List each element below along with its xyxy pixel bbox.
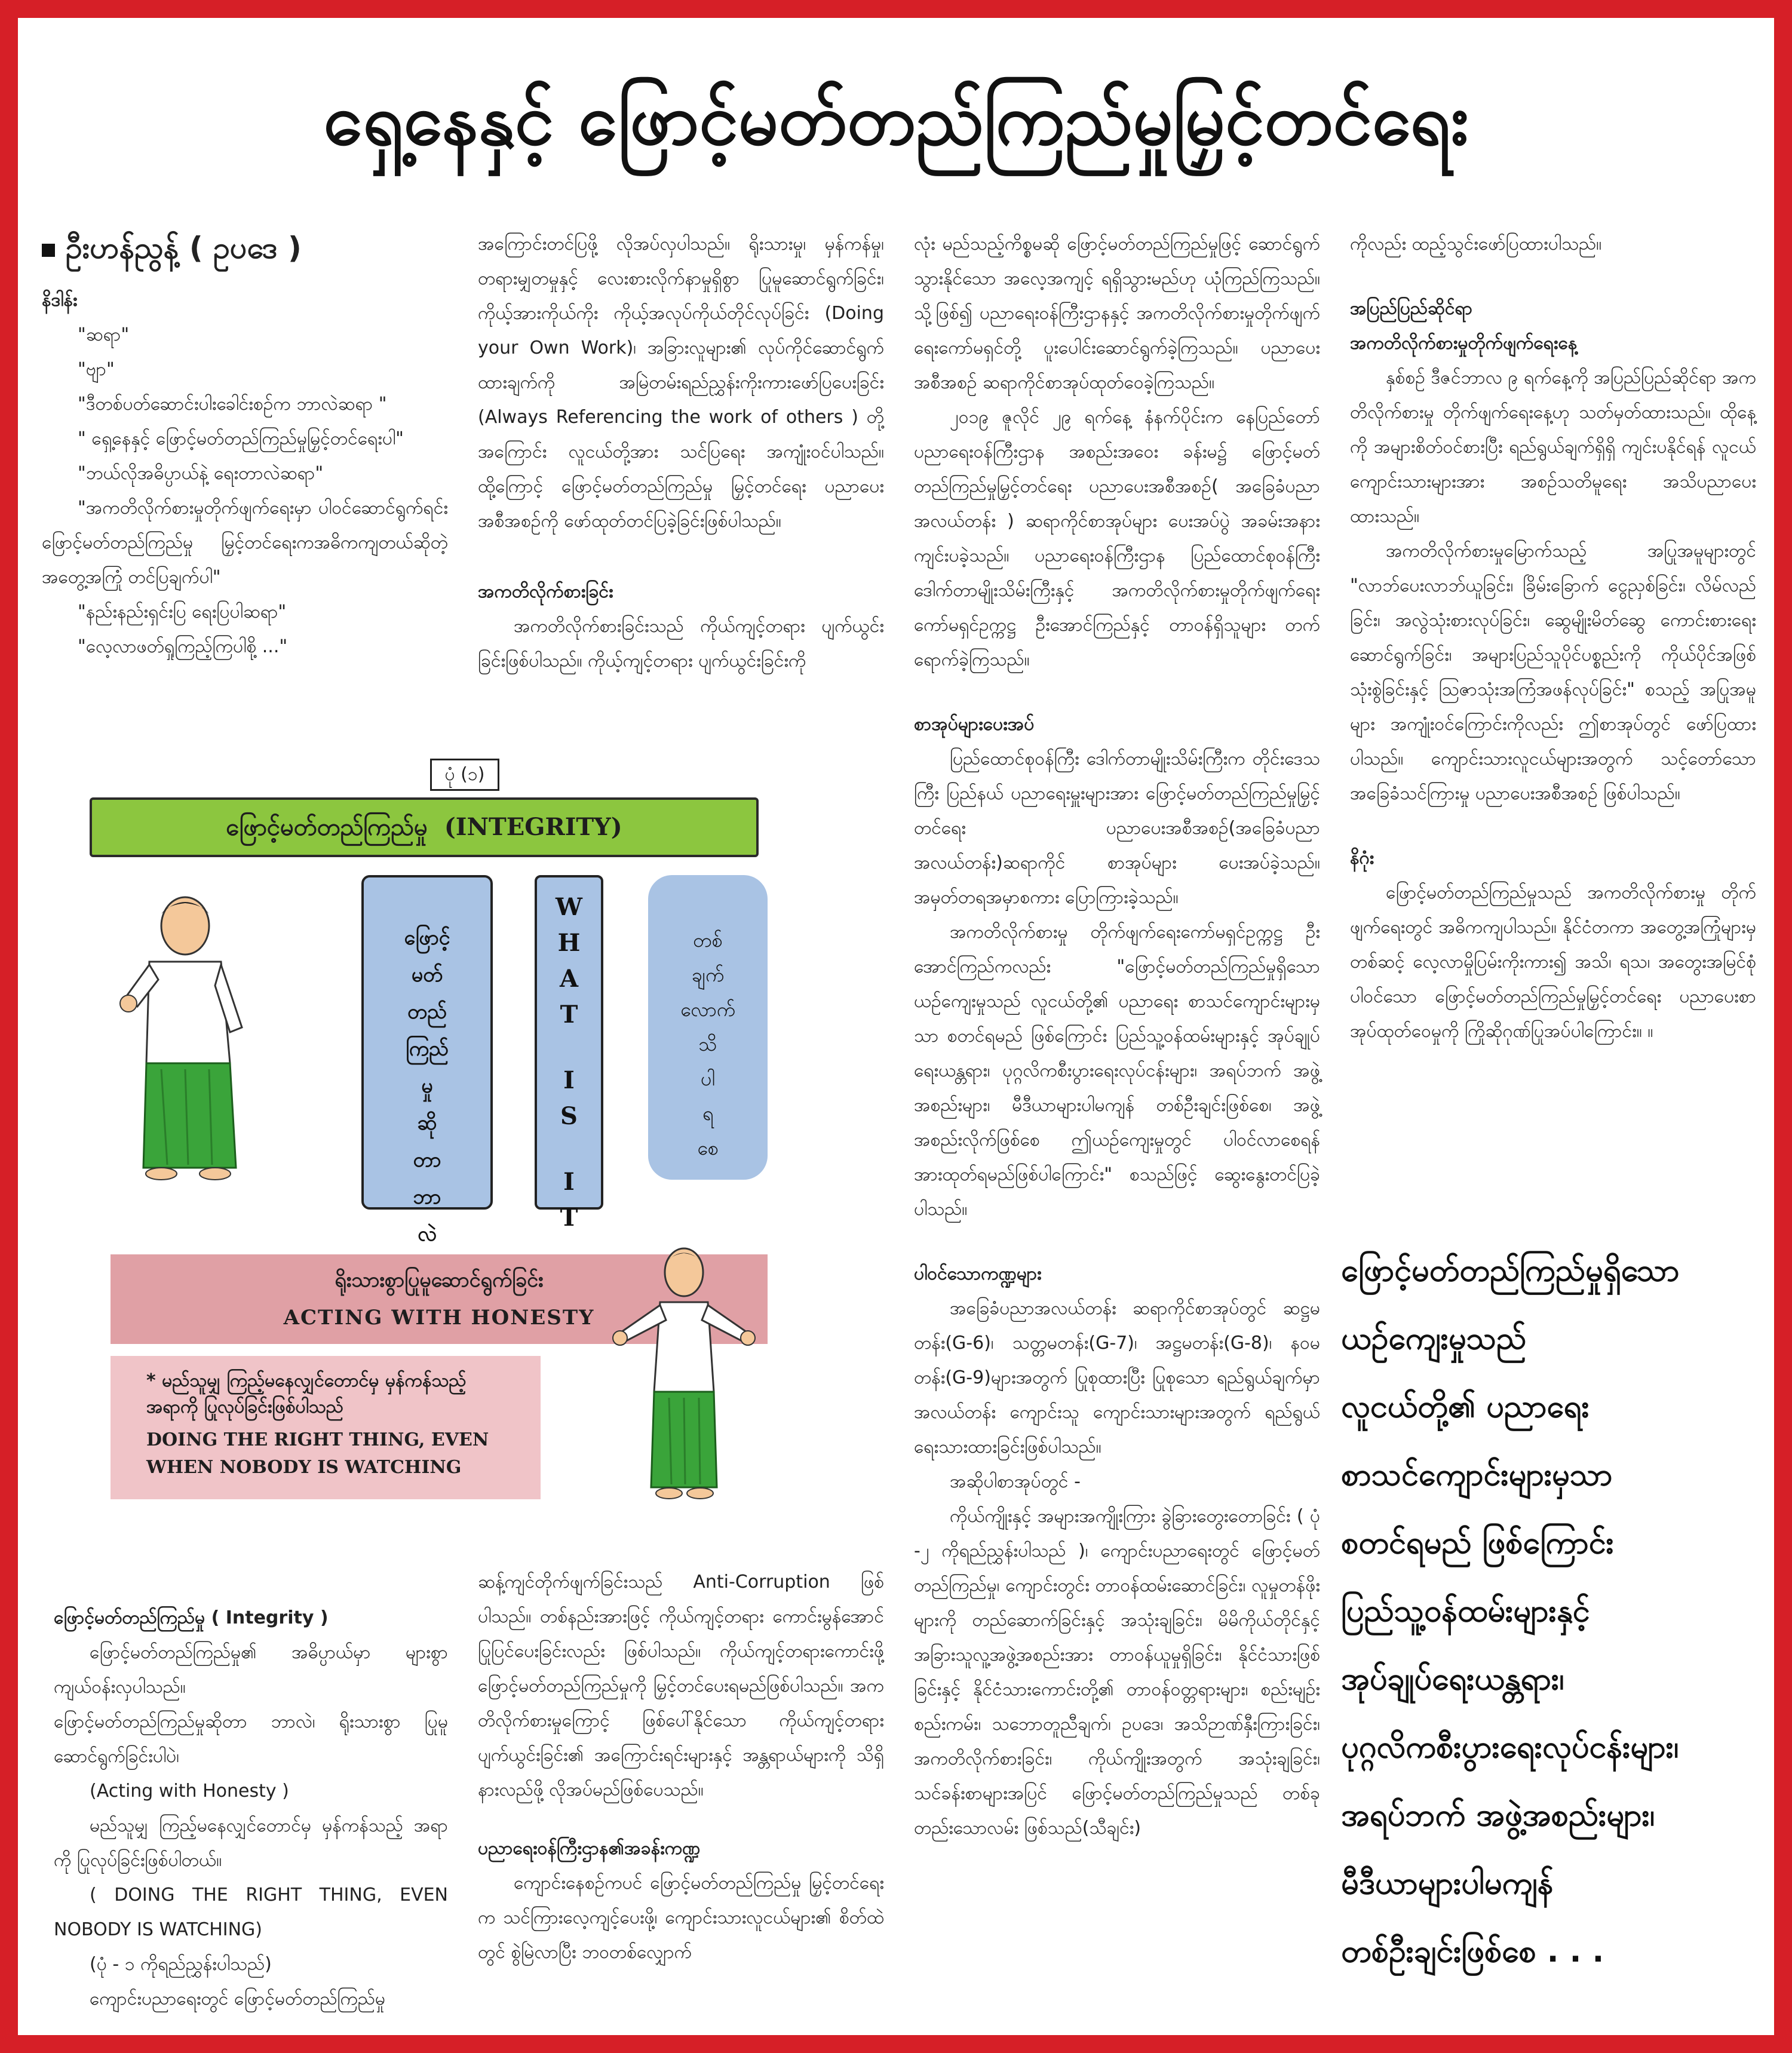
- section-heading: စာအုပ်များပေးအပ်: [914, 714, 1035, 735]
- paragraph: အကတိလိုက်စားမှုမြောက်သည့် အပြုအမူများတွင် "လာဘ်ပေးလာဘ်ယူခြင်း၊ ခြိမ်းခြောက် ငွေညှစ်ခြင်း၊ လိမ်လည်ခြင်း၊ အလွဲသုံးစားလုပ်ခြင်း၊ ဆွေမျိုးမိတ်ဆွေ ကောင်းစားရေး ဆောင်ရွက်ခြင်း၊ အများပြည်သူပိုင်ပစ္စည်းကို ကိုယ်ပိုင်အဖြစ် သုံးစွဲခြင်းနှင့် ဩဇာသုံးအကြံအဖန်လုပ်ခြင်း" စသည့် အပြုအမူများ အကျုံးဝင်ကြောင်းကိုလည်း ဤစာအုပ်တွင် ဖော်ပြထားပါသည်။ ကျောင်းသားလူငယ်များအတွက် သင့်တော်သော အခြေခံသင်ကြားမှု ပညာပေးအစီအစဉ် ဖြစ်ပါသည်။: [1350, 541, 1756, 804]
- integrity-figure: [90, 759, 848, 1517]
- column-1-top: [42, 227, 448, 664]
- dialogue-line: "ဆရာ": [78, 324, 130, 345]
- author: ဦးဟန်ညွန့် ( ဥပဒေ ): [66, 231, 302, 265]
- quote-line: ဖြောင့်မတ်တည်ကြည်မှုရှိသော: [1341, 1253, 1680, 1288]
- section-heading: နိဂုံး: [1350, 848, 1374, 869]
- box-a-line: မှု: [421, 1074, 433, 1098]
- box-a-line: ဖြောင့်: [404, 926, 450, 950]
- paragraph: ၂၀၁၉ ဇူလိုင် ၂၉ ရက်နေ့ နံနက်ပိုင်းက နေပြည်တော် ပညာရေးဝန်ကြီးဌာန အစည်းအဝေး ခန်းမ၌ ဖြောင့်မတ်တည်ကြည်မှုမြှင့်တင်ရေး ပညာပေးအစီအစဉ်( အခြေခံပညာအလယ်တန်း ) ဆရာကိုင်စာအုပ်များ ပေးအပ်ပွဲ အခမ်းအနား ကျင်းပခဲ့သည်။ ပညာရေးဝန်ကြီးဌာန ပြည်ထောင်စုဝန်ကြီး ဒေါက်တာမျိုးသိမ်းကြီးနှင့် အကတိလိုက်စားမှုတိုက်ဖျက်ရေးကော်မရှင်ဥက္ကဋ္ဌ ဦးအောင်ကြည်နှင့် တာဝန်ရှိသူများ တက်ရောက်ခဲ့ကြသည်။: [914, 407, 1320, 670]
- paragraph: ဆန့်ကျင်တိုက်ဖျက်ခြင်းသည် Anti-Corruption ဖြစ်ပါသည်။ တစ်နည်းအားဖြင့် ကိုယ်ကျင့်တရား ကောင်းမွန်အောင်ပြုပြင်ပေးခြင်းလည်း ဖြစ်ပါသည်။ ကိုယ်ကျင့်တရားကောင်းဖို့ ဖြောင့်မတ်တည်ကြည်မှုကို မြှင့်တင်ပေးရမည်ဖြစ်ပါသည်။ အကတိလိုက်စားမှုကြောင့် ဖြစ်ပေါ်နိုင်သော ကိုယ်ကျင့်တရားပျက်ယွင်းခြင်း၏ အကြောင်းရင်းများနှင့် အန္တရာယ်များကို သိရှိနားလည်ဖို့ လိုအပ်မည်ဖြစ်ပေသည်။: [478, 1572, 884, 1800]
- column-2-bottom: [478, 1565, 884, 1970]
- quote-line: ပြည်သူ့ဝန်ထမ်းများနှင့်: [1341, 1593, 1590, 1629]
- paragraph: ကျောင်းပညာရေးတွင် ဖြောင့်မတ်တည်ကြည်မှု: [90, 1988, 386, 2009]
- box-c-line: ချက်: [691, 963, 725, 986]
- box-a-line: ကြည်: [406, 1037, 449, 1061]
- paragraph: အဆိုပါစာအုပ်တွင် -: [950, 1471, 1081, 1492]
- quote-line: မီဒီယာများပါမကျန်: [1341, 1865, 1554, 1901]
- box-c-line: စေ: [697, 1137, 719, 1159]
- column-4: [1350, 227, 1756, 1049]
- doing-myanmar: * မည်သူမျှ ကြည့်မနေလျှင်တောင်မှ မှန်ကန်သည့် အရာကို ပြုလုပ်ခြင်းဖြစ်ပါသည်: [146, 1370, 467, 1417]
- box-b-letter: H: [557, 929, 581, 957]
- paragraph: ပြည်ထောင်စုဝန်ကြီး ဒေါက်တာမျိုးသိမ်းကြီးက တိုင်းဒေသကြီး ပြည်နယ် ပညာရေးမှူးများအား ဖြောင့်မတ်တည်ကြည်မှုမြှင့်တင်ရေး ပညာပေးအစီအစဉ်(အခြေခံပညာအလယ်တန်း)ဆရာကိုင် စာအုပ်များ ပေးအပ်ခဲ့သည်။ အမှတ်တရအမှာစကား ပြောကြားခဲ့သည်။: [914, 748, 1320, 908]
- quote-line: လူငယ်တို့၏ ပညာရေး: [1341, 1389, 1590, 1425]
- byline: [42, 227, 448, 269]
- section-heading: အကတိလိုက်စားခြင်း: [478, 581, 613, 602]
- dialogue-line: " ရှေ့နေနှင့် ဖြောင့်မတ်တည်ကြည်မှုမြှင့်တင်ရေးပါ": [78, 428, 404, 449]
- banner-english: (INTEGRITY): [444, 813, 622, 841]
- paragraph: (Acting with Honesty ): [90, 1781, 289, 1802]
- box-c-line: တစ်: [693, 929, 723, 952]
- column-3: [914, 227, 1320, 1846]
- paragraph: ဖြောင့်မတ်တည်ကြည်မှု၏ အဓိပ္ပာယ်မှာ များစွာကျယ်ဝန်းလှပါသည်။: [54, 1642, 448, 1698]
- dialogue-line: "လေ့လာဖတ်ရှုကြည့်ကြပါစို့ ...": [78, 636, 288, 657]
- section-heading: ပညာရေးဝန်ကြီးဌာန၏အခန်းကဏ္ဍ: [478, 1838, 701, 1859]
- paragraph: ကျောင်းနေစဉ်ကပင် ဖြောင့်မတ်တည်ကြည်မှု မြှင့်တင်ရေးက သင်ကြားလေ့ကျင့်ပေးဖို့၊ ကျောင်းသားလူငယ်များ၏ စိတ်ထဲတွင် စွဲမြဲလာပြီး ဘဝတစ်လျှောက်: [478, 1873, 884, 1963]
- student-figure-right: [609, 1242, 759, 1505]
- box-b-letter: T: [560, 1204, 578, 1232]
- quote-line: အုပ်ချုပ်ရေးယန္တရား၊: [1341, 1661, 1564, 1697]
- paragraph: နှစ်စဉ် ဒီဇင်ဘာလ ၉ ရက်နေ့ကို အပြည်ပြည်ဆိုင်ရာ အကတိလိုက်စားမှု တိုက်ဖျက်ရေးနေ့ဟု သတ်မှတ်ထားသည်။ ထိုနေ့ကို အများစိတ်ဝင်စားပြီး ရည်ရွယ်ချက်ရှိရှိ ကျင်းပနိုင်ရန် လူငယ်ကျောင်းသားများအား အစဉ်သတိမူရေး အသိပညာပေးထားသည်။: [1350, 367, 1756, 527]
- doing-english: DOING THE RIGHT THING, EVEN WHEN NOBODY IS WATCHING: [146, 1429, 489, 1478]
- box-a-line: လဲ: [418, 1222, 437, 1246]
- column-1-bottom: [54, 1601, 448, 2017]
- acting-english: ACTING WITH HONESTY: [283, 1306, 595, 1330]
- box-b-letter: W: [556, 893, 582, 921]
- bullet-icon: [42, 244, 55, 257]
- section-heading: အပြည်ပြည်ဆိုင်ရာ: [1350, 298, 1473, 319]
- quote-line: တစ်ဦးချင်းဖြစ်စေ . . .: [1341, 1934, 1604, 1969]
- box-c-line: ရ: [702, 1102, 714, 1125]
- box-a-line: ဆို: [417, 1111, 437, 1135]
- paragraph: အကတိလိုက်စားခြင်းသည် ကိုယ်ကျင့်တရား ပျက်ယွင်းခြင်းဖြစ်ပါသည်။ ကိုယ့်ကျင့်တရား ပျက်ယွင်းခြင်းကို: [478, 616, 884, 671]
- dialogue-line: "နည်းနည်းရှင်းပြ ရေးပြပါဆရာ": [78, 602, 287, 622]
- paragraph: ကိုလည်း ထည့်သွင်းဖော်ပြထားပါသည်။: [1350, 234, 1602, 254]
- section-heading: ပါဝင်သောကဏ္ဍများ: [914, 1263, 1042, 1284]
- paragraph: မည်သူမျှ ကြည့်မနေလျှင်တောင်မှ မှန်ကန်သည့် အရာကို ပြုလုပ်ခြင်းဖြစ်ပါတယ်။: [54, 1815, 448, 1871]
- box-b-letter: T: [560, 1001, 578, 1029]
- acting-myanmar: ရိုးသားစွာပြုမူဆောင်ရွက်ခြင်း: [335, 1268, 544, 1292]
- quote-line: စတင်ရမည် ဖြစ်ကြောင်း: [1341, 1525, 1614, 1561]
- dialogue-line: "ဒီတစ်ပတ်ဆောင်းပါးခေါင်းစဉ်က ဘာလဲဆရာ ": [78, 394, 387, 415]
- article-title: ရှေ့နေနှင့် ဖြောင့်မတ်တည်ကြည်မှုမြှင့်တင်ရေး: [323, 78, 1469, 161]
- box-b-letter: A: [559, 965, 579, 993]
- paragraph: ဖြောင့်မတ်တည်ကြည်မှုသည် အကတိလိုက်စားမှု တိုက်ဖျက်ရေးတွင် အဓိကကျပါသည်။ နိုင်ငံတကာ အတွေ့အကြုံများမှတစ်ဆင့် လေ့လာမှိုပြမ်းကိုးကား၍ အသိ၊ ရသ၊ အတွေးအမြင်စုံပါဝင်သော ဖြောင့်မတ်တည်ကြည်မှုမြှင့်တင်ရေး ပညာပေးစာအုပ်ထုတ်ဝေမှုကို ကြိုဆိုဂုဏ်ပြုအပ်ပါကြောင်း။ ။: [1350, 882, 1756, 1042]
- box-a-line: မတ်: [411, 963, 443, 987]
- doing-right-thing-panel: [111, 1356, 541, 1499]
- section-heading: ဖြောင့်မတ်တည်ကြည်မှု ( Integrity ): [54, 1607, 329, 1628]
- box-a-line: တာ: [413, 1148, 441, 1172]
- quote-line: အရပ်ဘက် အဖွဲ့အစည်းများ၊: [1341, 1797, 1655, 1833]
- paragraph: လုံး မည်သည့်ကိစ္စမဆို ဖြောင့်မတ်တည်ကြည်မှုဖြင့် ဆောင်ရွက်သွားနိုင်သော အလေ့အကျင့် ရရှိသွားမည်ဟု ယုံကြည်ကြသည်။ သို့ဖြစ်၍ ပညာရေးဝန်ကြီးဌာနနှင့် အကတိလိုက်စားမှုတိုက်ဖျက်ရေးကော်မရှင်တို့ ပူးပေါင်းဆောင်ရွက်ခဲ့ကြသည်။ ပညာပေး အစီအစဉ် ဆရာကိုင်စာအုပ်ထုတ်ဝေခဲ့ကြသည်။: [914, 234, 1320, 393]
- box-a-line: တည်: [407, 1000, 447, 1024]
- paragraph: ကိုယ်ကျိုးနှင့် အများအကျိုးကြား ခွဲခြားတွေးတောခြင်း ( ပုံ -၂ ကိုရည်ညွှန်းပါသည် )၊ ကျောင်းပညာရေးတွင် ဖြောင့်မတ်တည်ကြည်မှု၊ ကျောင်းတွင်း တာဝန်ထမ်းဆောင်ခြင်း၊ လူမှုတန်ဖိုးများကို တည်ဆောက်ခြင်းနှင့် အသုံးချခြင်း၊ မိမိကိုယ်တိုင်နှင့် အခြားသူလူ့အဖွဲ့အစည်းအား တာဝန်ယူမှုရှိခြင်း၊ နိုင်ငံသားဖြစ်ခြင်းနှင့် နိုင်ငံသားကောင်းတို့၏ တာဝန်ဝတ္တရားများ၊ စည်းမျဉ်းစည်းကမ်း၊ သဘောတူညီချက်၊ ဥပဒေ၊ အသိဉာဏ်နှီးကြားခြင်း၊ အကတိလိုက်စားခြင်း၊ ကိုယ်ကျိုးအတွက် အသုံးချခြင်း၊ သင်ခန်းစာများအပြင် ဖြောင့်မတ်တည်ကြည်မှုသည် တစ်ခုတည်းသောလမ်း ဖြစ်သည်(သီချင်း): [914, 1506, 1320, 1839]
- dialogue-line: "အကတိလိုက်စားမှုတိုက်ဖျက်ရေးမှာ ပါဝင်ဆောင်ရွက်ရင်း ဖြောင့်မတ်တည်ကြည်မှု မြှင့်တင်ရေးကအဓိကကျတယ်ဆိုတဲ့ အတွေ့အကြုံ တင်ပြချက်ပါ": [42, 498, 448, 588]
- box-c-line: ပါ: [701, 1067, 715, 1090]
- student-figure-left: [113, 890, 263, 1189]
- section-heading: နိဒါန်း: [42, 290, 78, 311]
- paragraph: ဖြောင့်မတ်တည်ကြည်မှုဆိုတာ ဘာလဲ၊ ရိုးသားစွာ ပြုမူဆောင်ရွက်ခြင်းပါပဲ၊: [54, 1711, 448, 1767]
- paragraph: ( DOING THE RIGHT THING, EVEN NOBODY IS WATCHING): [54, 1885, 448, 1940]
- what-is-it-box: [535, 875, 603, 1232]
- box-b-letter: S: [560, 1102, 578, 1130]
- paragraph: အကတိလိုက်စားမှု တိုက်ဖျက်ရေးကော်မရှင်ဥက္ကဋ္ဌ ဦးအောင်ကြည်ကလည်း "ဖြောင့်မတ်တည်ကြည်မှုရှိသော ယဉ်ကျေးမှုသည် လူငယ်တို့၏ ပညာရေး စာသင်ကျောင်းများမှသာ စတင်ရမည် ဖြစ်ကြောင်း ပြည်သူ့ဝန်ထမ်းများနှင့် အုပ်ချုပ်ရေးယန္တရား၊ ပုဂ္ဂလိကစီးပွားရေးလုပ်ငန်းများ၊ အရပ်ဘက် အဖွဲ့အစည်းများ၊ မီဒီယာများပါမကျန် တစ်ဦးချင်းဖြစ်စေ၊ အဖွဲ့အစည်းလိုက်ဖြစ်စေ ဤယဉ်ကျေးမှုတွင် ပါဝင်လာစေရန် အားထုတ်ရမည်ဖြစ်ပါကြောင်း" စသည်ဖြင့် ဆွေးနွေးတင်ပြခဲ့ပါသည်။: [914, 922, 1320, 1220]
- section-heading: အကတိလိုက်စားမှုတိုက်ဖျက်ရေးနေ့: [1350, 333, 1578, 354]
- banner-myanmar: ဖြောင့်မတ်တည်ကြည်မှု: [226, 814, 428, 841]
- quote-line: ယဉ်ကျေးမှုသည်: [1341, 1321, 1527, 1357]
- quote-line: စာသင်ကျောင်းများမှသာ: [1341, 1457, 1613, 1493]
- dialogue-line: "ဗျာ": [78, 359, 115, 380]
- box-b-letter: I: [563, 1066, 575, 1094]
- know-it-box: [648, 875, 768, 1180]
- quote-line: ပုဂ္ဂလိကစီးပွားရေးလုပ်ငန်းများ၊: [1341, 1729, 1679, 1765]
- box-a-line: ဘာ: [413, 1185, 441, 1209]
- paragraph: အခြေခံပညာအလယ်တန်း ဆရာကိုင်စာအုပ်တွင် ဆဋ္ဌမတန်း(G-6)၊ သတ္တမတန်း(G-7)၊ အဋ္ဌမတန်း(G-8)၊ နဝမတန်း(G-9)များအတွက် ပြုစုထားပြီး ပြုစုသော ရည်ရွယ်ချက်မှာ အလယ်တန်း ကျောင်းသူ ကျောင်းသားများအတွက် ရည်ရွယ်ရေးသားထားခြင်းဖြစ်ပါသည်။: [914, 1298, 1320, 1457]
- integrity-banner: [90, 797, 759, 857]
- paragraph: (ပုံ - ၁ ကိုရည်ညွှန်းပါသည်): [90, 1954, 272, 1975]
- box-c-line: လောက်: [680, 998, 735, 1021]
- box-c-line: သိ: [698, 1033, 717, 1055]
- box-b-letter: I: [563, 1168, 575, 1196]
- pull-quote: [1341, 1236, 1759, 1986]
- figure-label: ပုံ (၁): [430, 759, 499, 791]
- what-is-integrity-box: [361, 875, 493, 1246]
- paragraph: အကြောင်းတင်ပြဖို့ လိုအပ်လှပါသည်။ ရိုးသားမှု၊ မှန်ကန်မှု၊ တရားမျှတမှုနှင့် လေးစားလိုက်နာမှုရှိစွာ ပြုမူဆောင်ရွက်ခြင်း၊ ကိုယ့်အားကိုယ်ကိုး ကိုယ့်အလုပ်ကိုယ်တိုင်လုပ်ခြင်း (Doing your Own Work)၊ အခြားလူများ၏ လုပ်ကိုင်ဆောင်ရွက်ထားချက်ကို အမြဲတမ်းရည်ညွှန်းကိုးကားဖော်ပြပေးခြင်း (Always Referencing the work of others ) တို့အကြောင်း လူငယ်တို့အား သင်ပြရေး အကျုံးဝင်ပါသည်။ ထို့ကြောင့် ဖြောင့်မတ်တည်ကြည်မှု မြှင့်တင်ရေး ပညာပေးအစီအစဉ်ကို ဖော်ထုတ်တင်ပြခဲ့ခြင်းဖြစ်ပါသည်။: [478, 234, 884, 532]
- column-2-top: [478, 227, 884, 679]
- dialogue-line: "ဘယ်လိုအဓိပ္ပာယ်နဲ့ ရေးတာလဲဆရာ": [78, 463, 324, 484]
